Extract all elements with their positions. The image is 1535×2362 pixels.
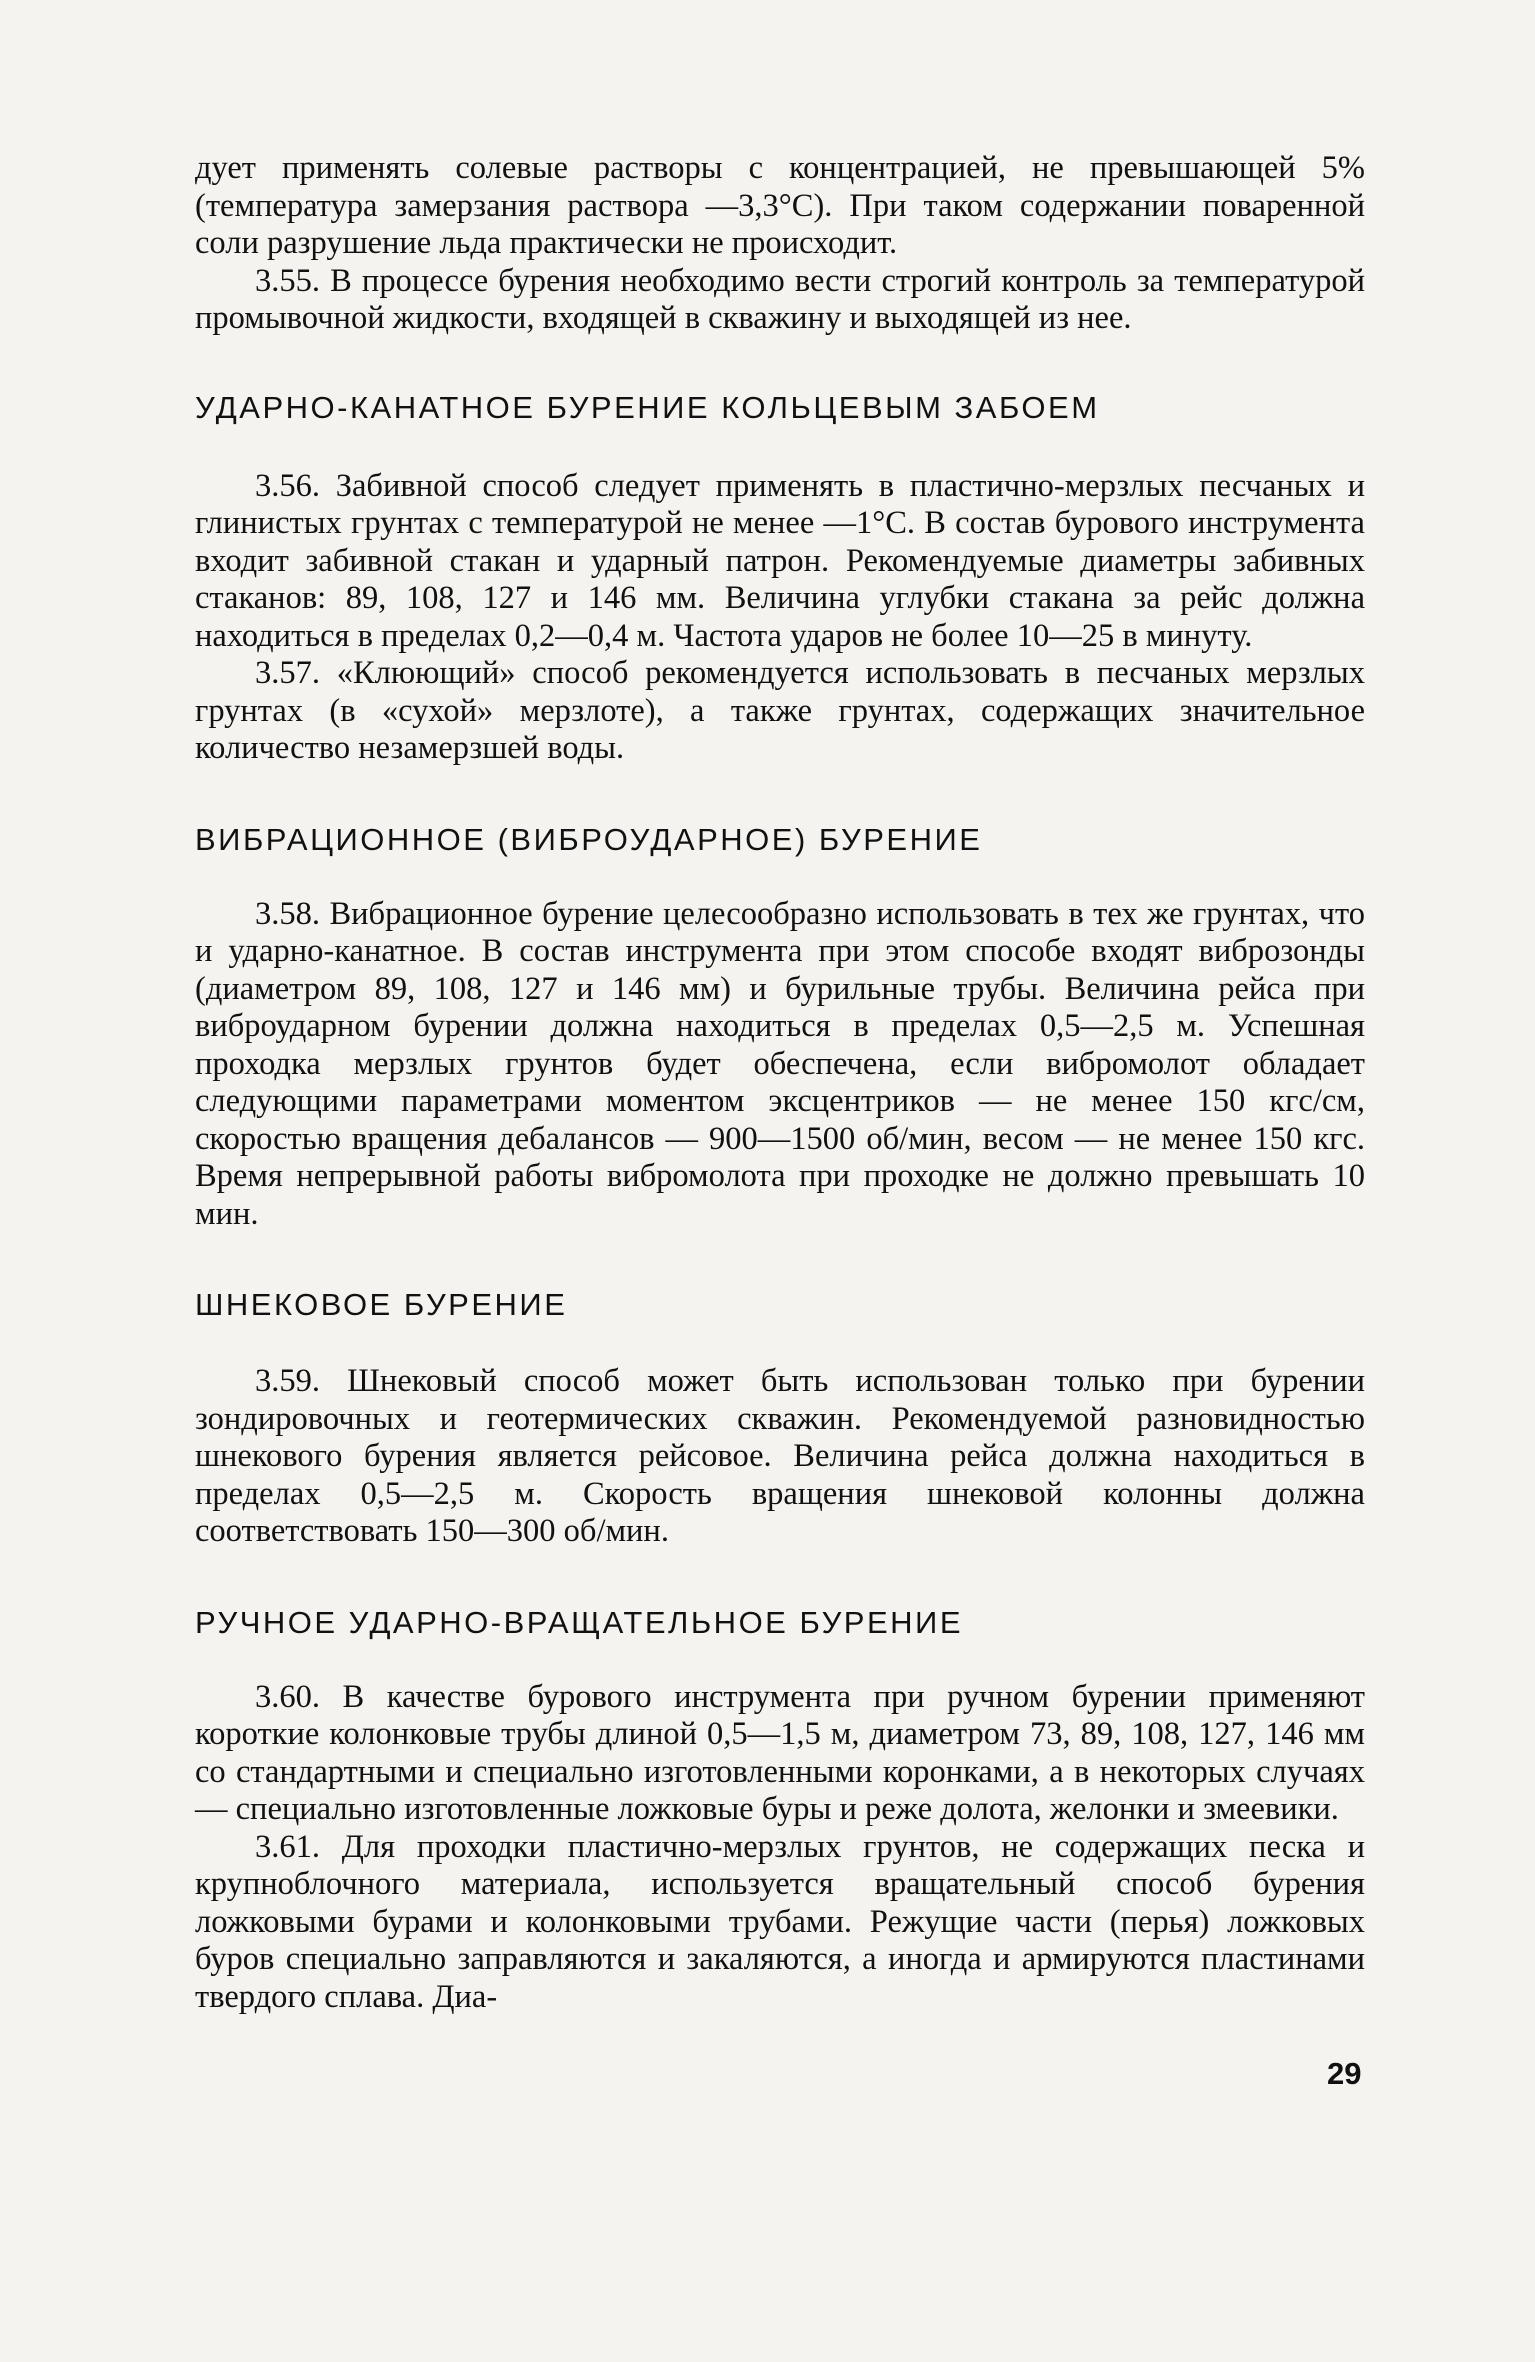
section-heading-manual: РУЧНОЕ УДАРНО-ВРАЩАТЕЛЬНОЕ БУРЕНИЕ: [195, 1604, 963, 1640]
section-heading-cable-tool: УДАРНО-КАНАТНОЕ БУРЕНИЕ КОЛЬЦЕВЫМ ЗАБОЕМ: [195, 389, 1100, 425]
paragraph-3-57: 3.57. «Клюющий» способ рекомендуется использовать в песчаных мерзлых грунтах (в «сухой» мерзлоте), а также грунтах, содержащих значительное количество незамерзшей воды.: [195, 655, 1365, 766]
paragraph-3-60: 3.60. В качестве бурового инструмента при ручном бурении применяют короткие колонковые трубы длиной 0,5—1,5 м, диаметром 73, 89, 108, 127, 146 мм со стандартными и специально изготовленными коронками, а в некоторых случаях — специально изготовленные ложковые буры и реже долота, желонки и змеевики.: [195, 1678, 1365, 1827]
paragraph-3-61: 3.61. Для проходки пластично-мерзлых грунтов, не содержащих песка и крупноблочного материала, используется вращательный способ бурения ложковыми бурами и колонковыми трубами. Режущие части (перья) ложковых буров специально заправляются и закаляются, а иногда и армируются пластинами твердого сплава. Диа-: [195, 1828, 1365, 2015]
paragraph-intro: дует применять солевые растворы с концентрацией, не превышающей 5% (температура замерзания раствора —3,3°С). При таком содержании поваренной соли разрушение льда практически не происходит.: [195, 150, 1365, 261]
paragraph-3-55: 3.55. В процессе бурения необходимо вести строгий контроль за температурой промывочной жидкости, входящей в скважину и выходящей из нее.: [195, 262, 1365, 336]
section-heading-auger: ШНЕКОВОЕ БУРЕНИЕ: [195, 1287, 568, 1322]
paragraph-3-58: 3.58. Вибрационное бурение целесообразно использовать в тех же грунтах, что и ударно-канатное. В состав инструмента при этом способе входят виброзонды (диаметром 89, 108, 127 и 146 мм) и бурильные трубы. Величина рейса при виброударном бурении должна находиться в пределах 0,5—2,5 м. Успешная проходка мерзлых грунтов будет обеспечена, если вибромолот обладает следующими параметрами моментом эксцентриков — не менее 150 кгс/см, скоростью вращения дебалансов — 900—1500 об/мин, весом — не менее 150 кгс. Время непрерывной работы вибромолота при проходке не должно превышать 10 мин.: [195, 895, 1365, 1232]
page-number: 29: [1327, 2056, 1362, 2091]
paragraph-3-59: 3.59. Шнековый способ может быть использован только при бурении зондировочных и геотермических скважин. Рекомендуемой разновидностью шнекового бурения является рейсовое. Величина рейса должна находиться в пределах 0,5—2,5 м. Скорость вращения шнековой колонны должна соответствовать 150—300 об/мин.: [195, 1363, 1365, 1549]
paragraph-3-56: 3.56. Забивной способ следует применять в пластично-мерзлых песчаных и глинистых грунтах с температурой не менее —1°С. В состав бурового инструмента входит забивной стакан и ударный патрон. Рекомендуемые диаметры забивных стаканов: 89, 108, 127 и 146 мм. Величина углубки стакана за рейс должна находиться в пределах 0,2—0,4 м. Частота ударов не более 10—25 в минуту.: [195, 467, 1365, 654]
section-heading-vibration: ВИБРАЦИОННОЕ (ВИБРОУДАРНОЕ) БУРЕНИЕ: [195, 821, 983, 857]
document-page: [195, 150, 1365, 2016]
